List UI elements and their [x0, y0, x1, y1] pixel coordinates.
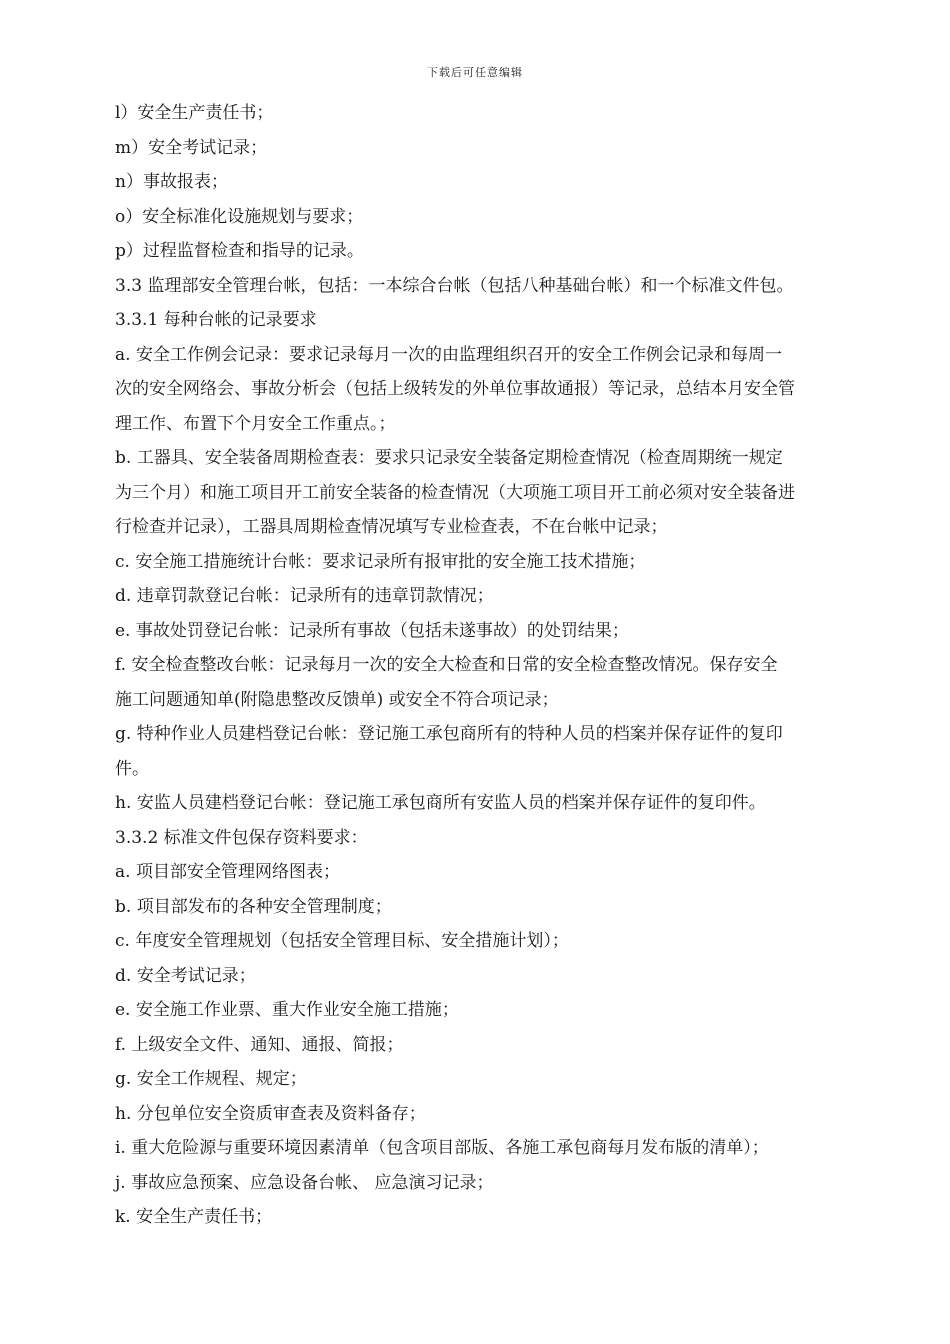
paragraph-line: e. 事故处罚登记台帐：记录所有事故（包括未遂事故）的处罚结果； [115, 620, 629, 641]
paragraph-line: 次的安全网络会、事故分析会（包括上级转发的外单位事故通报）等记录，总结本月安全管 [115, 379, 795, 399]
paragraph-line: f. 安全检查整改台帐：记录每月一次的安全大检查和日常的安全检查整改情况。保存安全 [115, 655, 778, 675]
paragraph-line: 为三个月）和施工项目开工前安全装备的检查情况（大项施工项目开工前必须对安全装备进 [115, 482, 795, 503]
list-item: a. 项目部安全管理网络图表； [115, 862, 340, 882]
list-item: j. 事故应急预案、应急设备台帐、 应急演习记录； [115, 1172, 494, 1193]
paragraph-line: h. 安监人员建档登记台帐：登记施工承包商所有安监人员的档案并保存证件的复印件。 [115, 793, 766, 813]
list-item: k. 安全生产责任书； [115, 1207, 273, 1227]
paragraph-line: d. 违章罚款登记台帐：记录所有的违章罚款情况； [115, 586, 494, 606]
list-item: n）事故报表； [115, 172, 228, 192]
page-header: 下载后可任意编辑 [427, 66, 523, 79]
list-item: m）安全考试记录； [115, 137, 268, 158]
list-item: l）安全生产责任书； [115, 103, 274, 123]
paragraph-line: 件。 [115, 758, 149, 779]
paragraph-line: c. 安全施工措施统计台帐：要求记录所有报审批的安全施工技术措施； [115, 551, 646, 572]
list-item: f. 上级安全文件、通知、通报、简报； [115, 1034, 404, 1055]
subsection-heading: 3.3.2 标准文件包保存资料要求： [115, 827, 368, 848]
list-item: c. 年度安全管理规划（包括安全管理目标、安全措施计划）； [115, 931, 569, 951]
paragraph-line: 施工问题通知单(附隐患整改反馈单) 或安全不符合项记录； [115, 689, 559, 710]
list-item: i. 重大危险源与重要环境因素清单（包含项目部版、各施工承包商每月发布版的清单）； [115, 1138, 769, 1158]
paragraph-line: b. 工器具、安全装备周期检查表：要求只记录安全装备定期检查情况（检查周期统一规定 [115, 448, 783, 468]
paragraph-line: 行检查并记录），工器具周期检查情况填写专业检查表，不在台帐中记录； [115, 517, 668, 537]
list-item: b. 项目部发布的各种安全管理制度； [115, 896, 392, 917]
list-item: o）安全标准化设施规划与要求； [115, 206, 364, 227]
list-item: d. 安全考试记录； [115, 965, 256, 986]
section-heading: 3.3 监理部安全管理台帐，包括：一本综合台帐（包括八种基础台帐）和一个标准文件包。 [115, 275, 794, 296]
document-body [115, 96, 885, 1235]
paragraph-line: g. 特种作业人员建档登记台帐：登记施工承包商所有的特种人员的档案并保存证件的复印 [115, 724, 783, 744]
paragraph-line: a. 安全工作例会记录：要求记录每月一次的由监理组织召开的安全工作例会记录和每周一 [115, 344, 782, 365]
list-item: p）过程监督检查和指导的记录。 [115, 241, 364, 261]
list-item: g. 安全工作规程、规定； [115, 1069, 307, 1089]
paragraph-line: 理工作、布置下个月安全工作重点。； [115, 413, 396, 434]
list-item: e. 安全施工作业票、重大作业安全施工措施； [115, 1000, 459, 1020]
list-item: h. 分包单位安全资质审查表及资料备存； [115, 1103, 426, 1124]
subsection-heading: 3.3.1 每种台帐的记录要求 [115, 310, 317, 330]
